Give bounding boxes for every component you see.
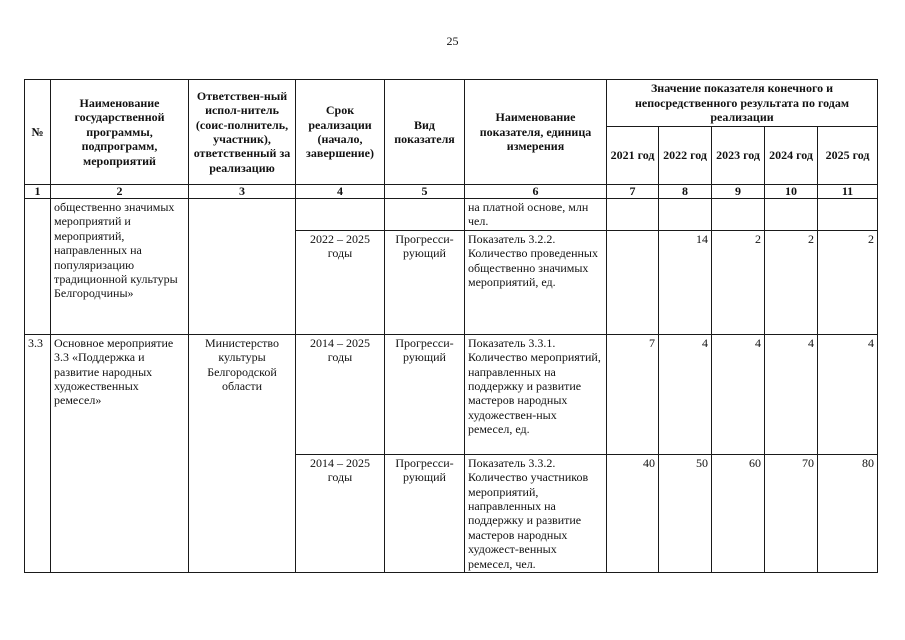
- column-number: 10: [765, 185, 818, 199]
- table-header-row: [25, 80, 878, 127]
- column-number: 3: [189, 185, 296, 199]
- value-cell: 40: [607, 454, 659, 572]
- value-cell: 70: [765, 454, 818, 572]
- indicator-type-cell: Прогресси-рующий: [385, 334, 465, 454]
- indicator-type-cell: Прогресси-рующий: [385, 454, 465, 572]
- program-indicators-table: [24, 79, 878, 573]
- program-name-cell: Основное мероприятие 3.3 «Поддержка и развитие народных художественных ремесел»: [51, 334, 189, 572]
- column-number: 7: [607, 185, 659, 199]
- executor-cell: [189, 199, 296, 335]
- indicator-type-cell: [385, 199, 465, 231]
- value-cell: 14: [659, 230, 712, 334]
- column-number: 8: [659, 185, 712, 199]
- column-number: 9: [712, 185, 765, 199]
- value-cell: 80: [818, 454, 878, 572]
- header-number: №: [25, 80, 51, 185]
- value-cell: [607, 199, 659, 231]
- header-indicator-name: Наименование показателя, единица измерения: [465, 80, 607, 185]
- period-cell: [296, 199, 385, 231]
- header-year: 2022 год: [659, 127, 712, 185]
- column-number: 1: [25, 185, 51, 199]
- page-number: 25: [446, 34, 459, 48]
- value-cell: 4: [818, 334, 878, 454]
- value-cell: [607, 230, 659, 334]
- value-cell: 2: [765, 230, 818, 334]
- value-cell: [765, 199, 818, 231]
- indicator-name-cell: Показатель 3.2.2. Количество проведенных общественно значимых мероприятий, ед.: [465, 230, 607, 334]
- indicator-type-cell: Прогресси-рующий: [385, 230, 465, 334]
- header-period: Срок реализации (начало, завершение): [296, 80, 385, 185]
- value-cell: [712, 199, 765, 231]
- value-cell: 2: [818, 230, 878, 334]
- period-cell: 2014 – 2025 годы: [296, 334, 385, 454]
- column-number: 5: [385, 185, 465, 199]
- period-cell: 2014 – 2025 годы: [296, 454, 385, 572]
- value-cell: 2: [712, 230, 765, 334]
- indicator-name-cell: на платной основе, млн чел.: [465, 199, 607, 231]
- value-cell: 4: [765, 334, 818, 454]
- indicator-name-cell: Показатель 3.3.2. Количество участников мероприятий, направленных на поддержку и развитие мастеров народных художест-венных ремесел, чел.: [465, 454, 607, 572]
- column-number: 11: [818, 185, 878, 199]
- column-number: 6: [465, 185, 607, 199]
- value-cell: [818, 199, 878, 231]
- period-cell: 2022 – 2025 годы: [296, 230, 385, 334]
- program-name-cell: общественно значимых мероприятий и мероприятий, направленных на популяризацию традиционной культуры Белгородчины»: [51, 199, 189, 335]
- column-number: 4: [296, 185, 385, 199]
- header-year: 2024 год: [765, 127, 818, 185]
- table-row: [25, 334, 878, 454]
- indicator-name-cell: Показатель 3.3.1. Количество мероприятий, направленных на поддержку и развитие мастеров народных художествен-ных ремесел, ед.: [465, 334, 607, 454]
- header-year: 2023 год: [712, 127, 765, 185]
- value-cell: 60: [712, 454, 765, 572]
- header-executor: Ответствен-ный испол-нитель (соис-полнитель, участник), ответственный за реализацию: [189, 80, 296, 185]
- value-cell: [659, 199, 712, 231]
- value-cell: 4: [659, 334, 712, 454]
- row-number-cell: [25, 199, 51, 335]
- executor-cell: Министерство культуры Белгородской области: [189, 334, 296, 572]
- row-number-cell: 3.3: [25, 334, 51, 572]
- header-year: 2025 год: [818, 127, 878, 185]
- header-program-name: Наименование государственной программы, подпрограмм, мероприятий: [51, 80, 189, 185]
- header-indicator-type: Вид показателя: [385, 80, 465, 185]
- header-year: 2021 год: [607, 127, 659, 185]
- value-cell: 4: [712, 334, 765, 454]
- table-row: [25, 199, 878, 231]
- value-cell: 50: [659, 454, 712, 572]
- header-values-by-year: Значение показателя конечного и непосредственного результата по годам реализации: [607, 80, 878, 127]
- column-number: 2: [51, 185, 189, 199]
- column-numbers-row: [25, 185, 878, 199]
- value-cell: 7: [607, 334, 659, 454]
